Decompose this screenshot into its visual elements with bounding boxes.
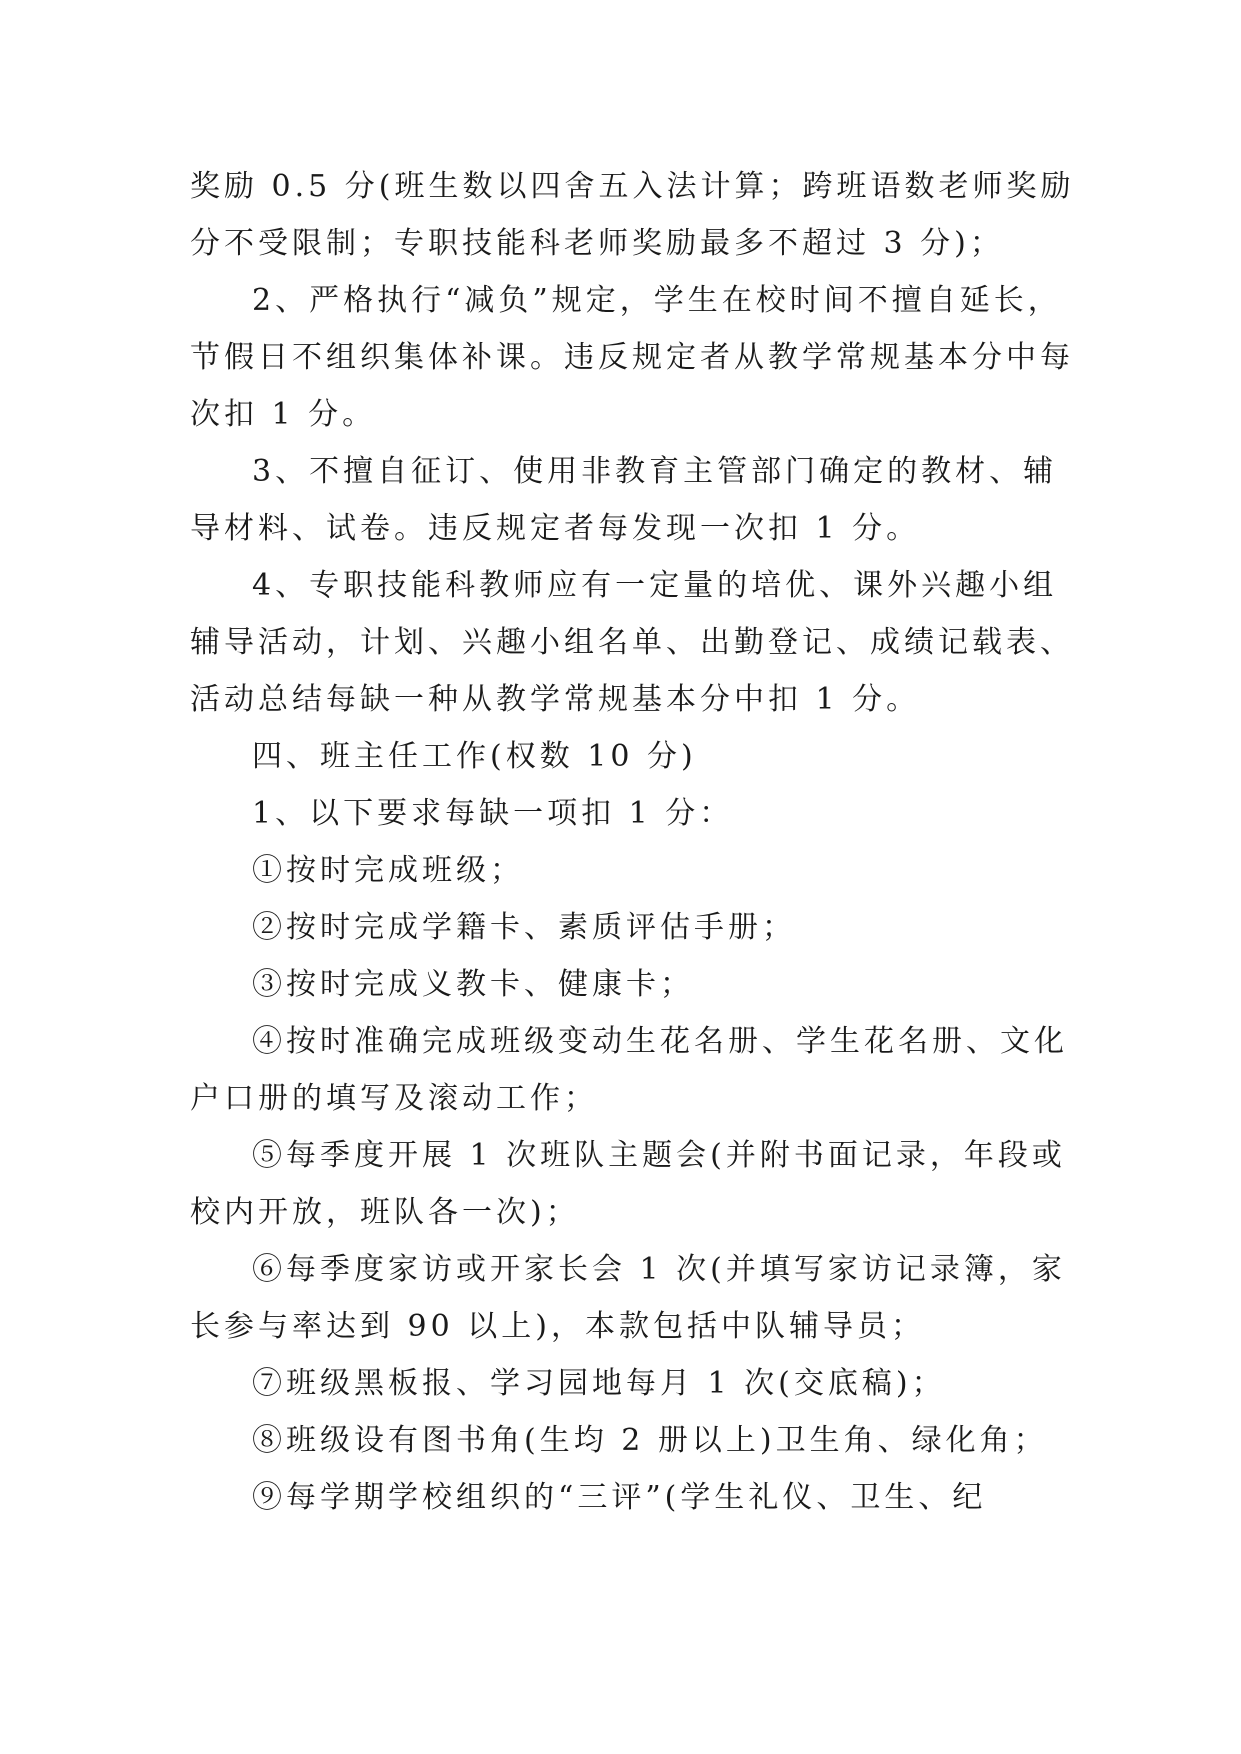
list-item: ①按时完成班级； <box>252 853 524 888</box>
paragraph-line: 次扣 1 分。 <box>190 397 377 432</box>
paragraph-line: 奖励 0.5 分(班生数以四舍五入法计算；跨班语数老师奖励 <box>190 169 1075 204</box>
paragraph-line: 4、专职技能科教师应有一定量的培优、课外兴趣小组 <box>252 568 1058 603</box>
list-item-continuation: 校内开放，班队各一次)； <box>190 1195 580 1230</box>
list-item: ③按时完成义教卡、健康卡； <box>252 967 694 1002</box>
list-item: ⑥每季度家访或开家长会 1 次(并填写家访记录簿，家 <box>252 1252 1066 1287</box>
list-item-continuation: 户口册的填写及滚动工作； <box>190 1081 598 1116</box>
list-item-continuation: 长参与率达到 90 以上)，本款包括中队辅导员； <box>190 1309 925 1344</box>
paragraph-line: 1、以下要求每缺一项扣 1 分： <box>252 796 734 831</box>
section-heading: 四、班主任工作(权数 10 分) <box>252 739 697 774</box>
list-item: ⑨每学期学校组织的“三评”(学生礼仪、卫生、纪 <box>252 1480 987 1515</box>
list-item: ⑤每季度开展 1 次班队主题会(并附书面记录，年段或 <box>252 1138 1066 1173</box>
list-item: ②按时完成学籍卡、素质评估手册； <box>252 910 796 945</box>
list-item: ④按时准确完成班级变动生花名册、学生花名册、文化 <box>252 1024 1068 1059</box>
paragraph-line: 分不受限制；专职技能科老师奖励最多不超过 3 分)； <box>190 226 1004 261</box>
paragraph-line: 节假日不组织集体补课。违反规定者从教学常规基本分中每 <box>190 340 1074 375</box>
paragraph-line: 导材料、试卷。违反规定者每发现一次扣 1 分。 <box>190 511 921 546</box>
list-item: ⑦班级黑板报、学习园地每月 1 次(交底稿)； <box>252 1366 946 1401</box>
list-item: ⑧班级设有图书角(生均 2 册以上)卫生角、绿化角； <box>252 1423 1048 1458</box>
paragraph-line: 2、严格执行“减负”规定，学生在校时间不擅自延长， <box>252 283 1062 318</box>
paragraph-line: 3、不擅自征订、使用非教育主管部门确定的教材、辅 <box>252 454 1058 489</box>
paragraph-line: 辅导活动，计划、兴趣小组名单、出勤登记、成绩记载表、 <box>190 625 1074 660</box>
paragraph-line: 活动总结每缺一种从教学常规基本分中扣 1 分。 <box>190 682 921 717</box>
